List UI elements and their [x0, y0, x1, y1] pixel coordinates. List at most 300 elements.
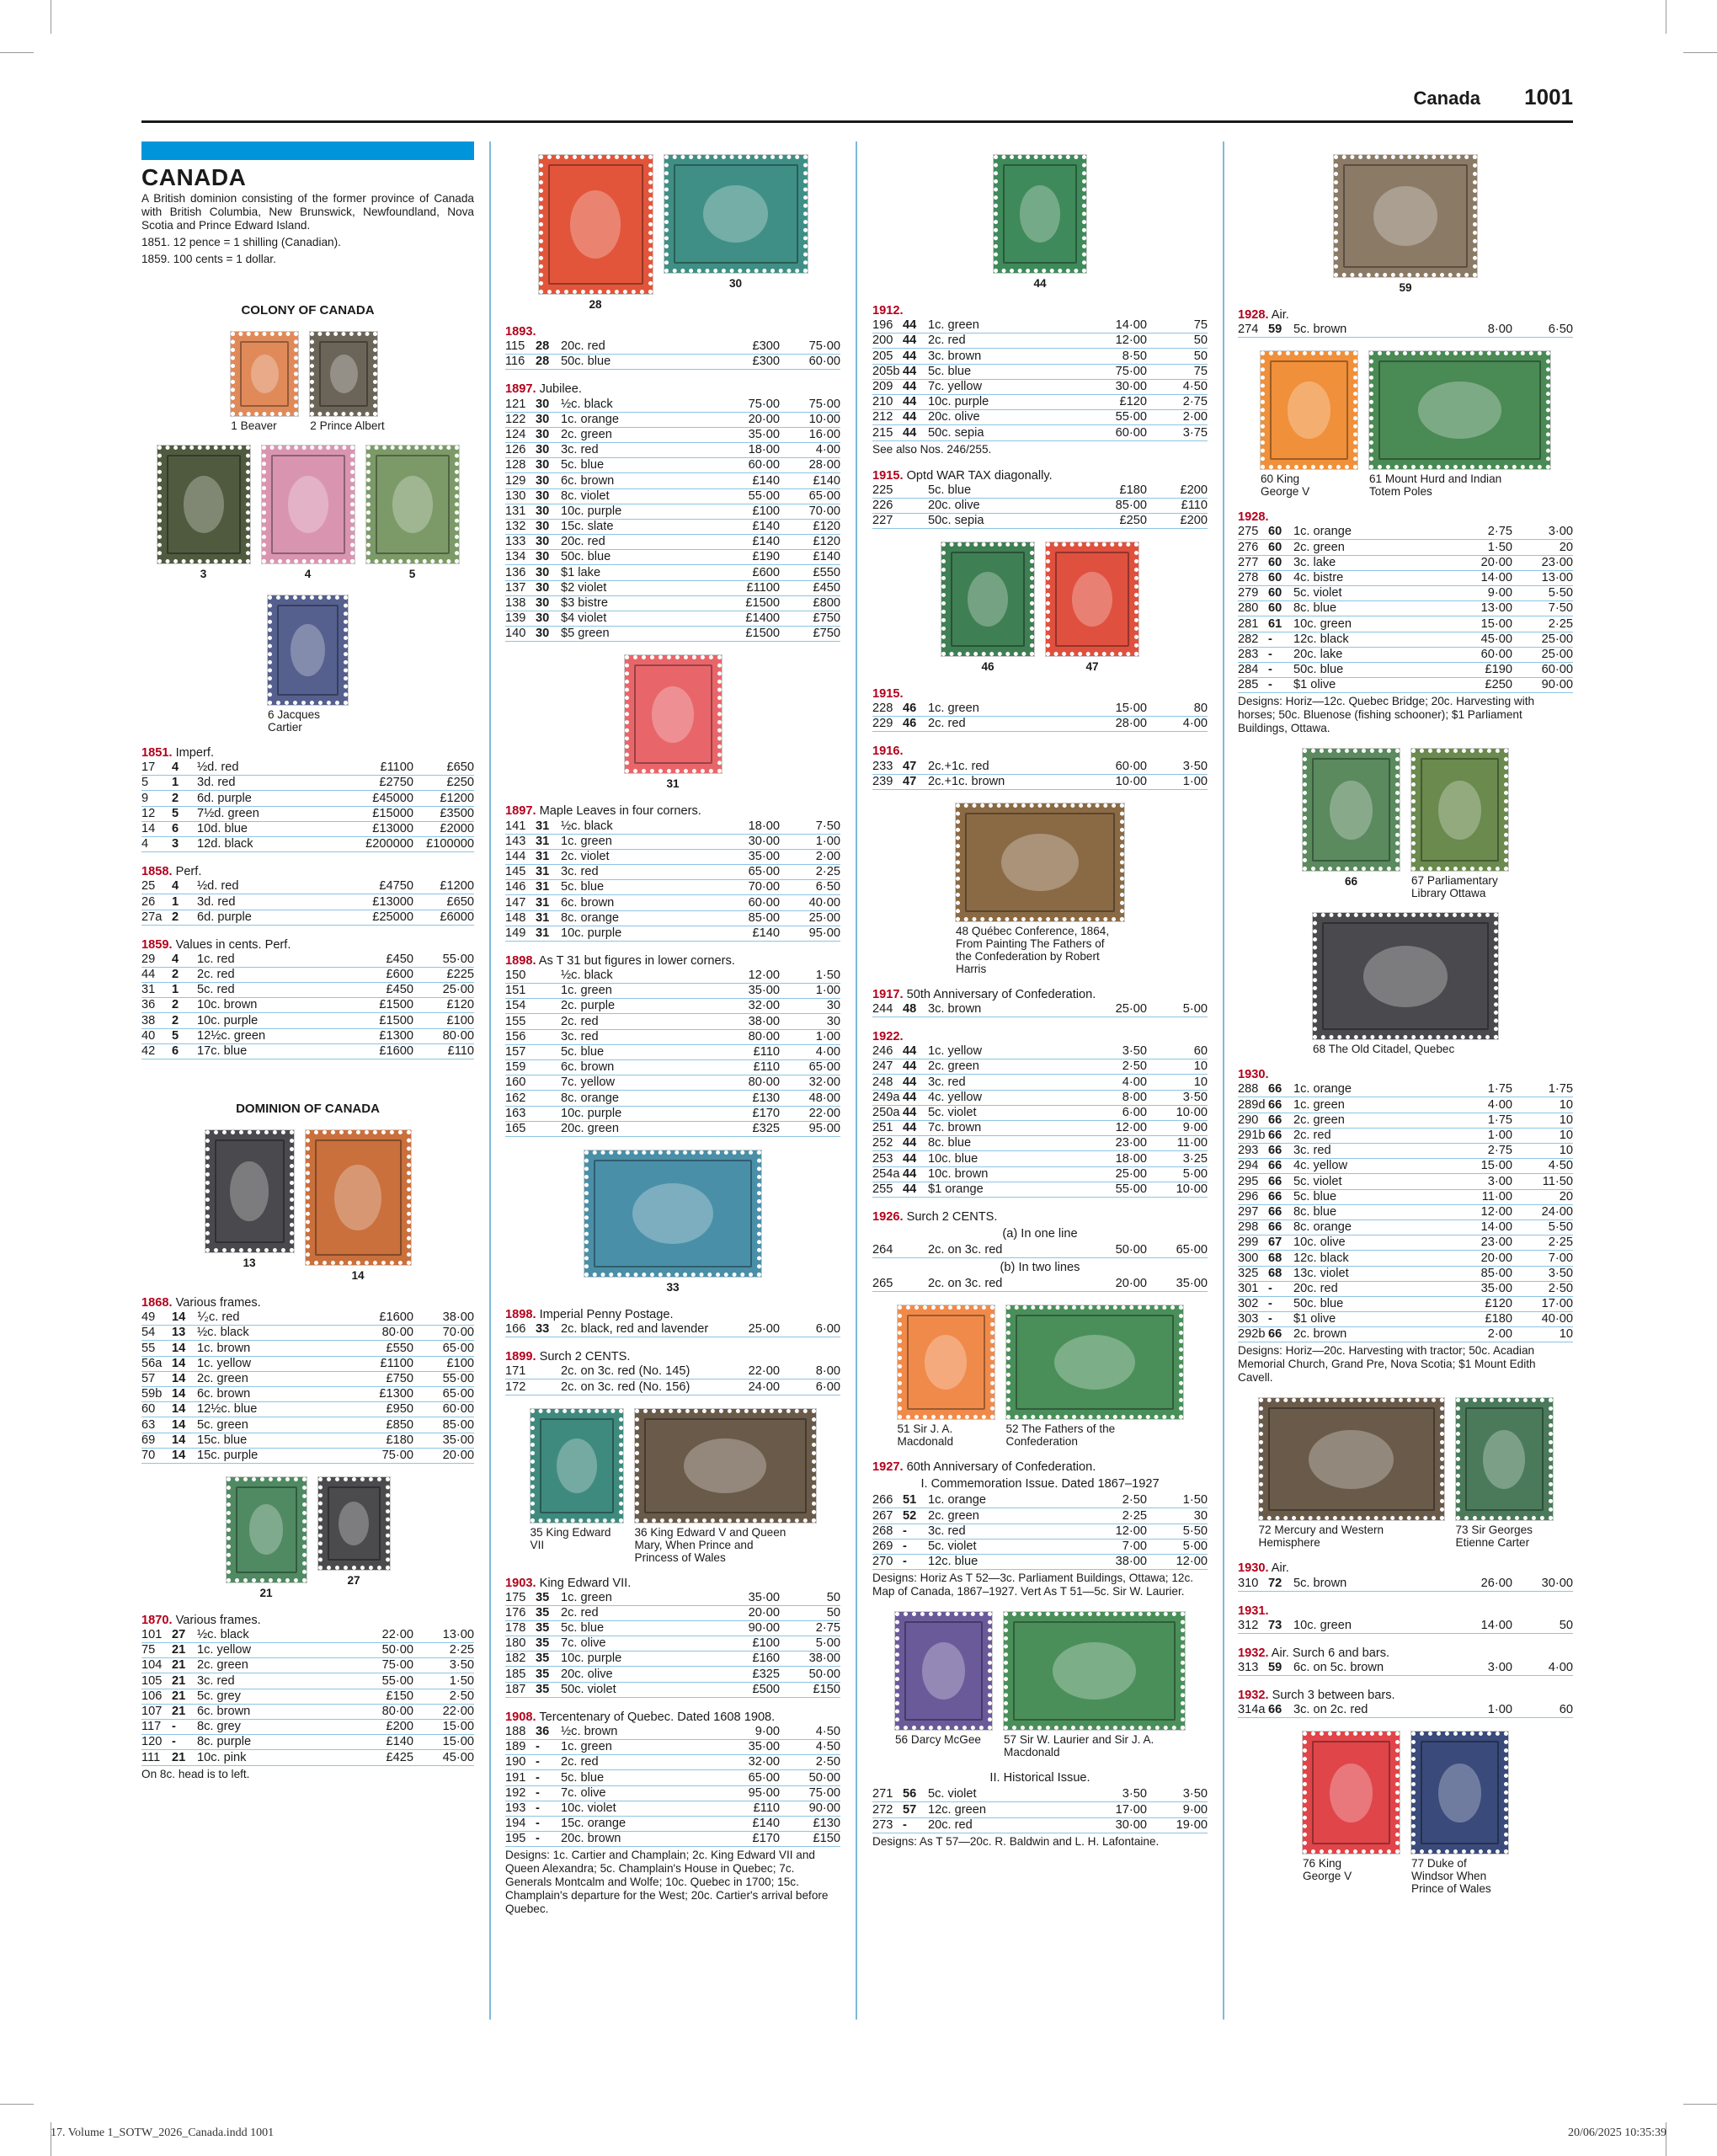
issue-heading	[1238, 510, 1573, 525]
type-number: 2	[172, 998, 179, 1012]
issue-description: As T 31 but figures in lower corners.	[536, 953, 735, 968]
stamp-description: 4c. bistre	[1293, 570, 1344, 584]
mint-price: 3·50	[1122, 1787, 1147, 1801]
catalogue-row	[141, 1417, 474, 1433]
stamp-illustrations	[141, 1130, 474, 1283]
sg-number: 25	[141, 879, 156, 894]
mint-price: 26·00	[1480, 1576, 1512, 1590]
issue-block	[872, 1770, 1208, 1849]
used-price: 8·00	[815, 1364, 840, 1379]
stamp-figure	[1411, 749, 1508, 899]
stamp-figure	[366, 446, 459, 582]
sg-number: 26	[141, 894, 156, 909]
mint-price: 30·00	[1115, 1817, 1147, 1832]
used-price: 10	[1559, 1113, 1573, 1127]
catalogue-row	[505, 535, 840, 550]
stamp-caption: 1 Beaver	[231, 419, 277, 432]
catalogue-row	[505, 1122, 840, 1137]
catalogue-row	[141, 1720, 474, 1735]
sg-number: 313	[1238, 1661, 1259, 1674]
mint-price: 95·00	[748, 1785, 780, 1800]
type-number: 4	[172, 952, 179, 966]
used-price: 65·00	[1176, 1243, 1208, 1257]
stamp-description: 3c. brown	[928, 1002, 982, 1016]
stamp-description: 5c. grey	[197, 1689, 241, 1703]
sg-number: 190	[505, 1755, 526, 1769]
running-header	[141, 84, 1573, 123]
issue-block	[141, 937, 474, 1059]
type-number: 14	[172, 1310, 186, 1325]
used-price: 5·50	[1548, 586, 1573, 600]
catalogue-row	[1238, 1190, 1573, 1205]
stamp-caption: 21	[259, 1586, 273, 1599]
stamp-caption: 52 The Fathers of the Confederation	[1005, 1422, 1116, 1449]
issue-heading	[505, 324, 840, 339]
sg-number: 57	[141, 1371, 156, 1385]
stamp-frame	[965, 813, 1115, 912]
sg-number: 145	[505, 865, 526, 879]
sg-number: 292b	[1238, 1327, 1266, 1342]
used-price: 10	[1559, 1327, 1573, 1342]
type-number: 60	[1268, 540, 1282, 554]
sg-number: 282	[1238, 632, 1259, 646]
stamp-image	[1303, 1732, 1400, 1854]
stamp-caption: 31	[666, 777, 680, 791]
stamp-caption: 46	[981, 660, 994, 674]
stamp-description: 12c. green	[928, 1802, 986, 1817]
stamp-description: 2c. brown	[1293, 1327, 1347, 1342]
stamp-description: 5c. blue	[1293, 1189, 1337, 1203]
sg-number: 249a	[872, 1090, 900, 1104]
type-number: 30	[536, 611, 550, 626]
issue-heading	[141, 1295, 474, 1310]
stamp-figure	[1046, 542, 1138, 675]
issue-note: On 8c. head is to left.	[141, 1767, 250, 1780]
issue-block	[141, 1295, 474, 1464]
stamp-description: 12½c. green	[197, 1028, 266, 1043]
type-number: 35	[536, 1652, 550, 1666]
sg-number: 42	[141, 1044, 156, 1058]
issue-year: 1868.	[141, 1296, 173, 1310]
mint-price: £180	[386, 1433, 413, 1447]
stamp-image	[584, 1150, 761, 1277]
stamp-description: 50c. blue	[1293, 663, 1344, 677]
stamp-figure	[227, 1477, 307, 1601]
stamp-description: ⅟₂c. red	[197, 1310, 240, 1325]
issue-description: Optd WAR TAX diagonally.	[903, 468, 1053, 483]
used-price: 1·50	[1182, 1493, 1208, 1508]
stamp-description: 5c. violet	[928, 1540, 977, 1553]
stamp-frame	[1016, 1315, 1174, 1410]
stamp-image	[318, 1477, 390, 1570]
stamp-description: 10c. pink	[197, 1750, 247, 1764]
stamp-description: $1 lake	[561, 565, 601, 579]
mint-price: 32·00	[748, 999, 780, 1013]
issue-year: 1858.	[141, 865, 173, 879]
issue-block	[1238, 510, 1573, 735]
mint-price: £1300	[379, 1028, 413, 1043]
sg-number: 246	[872, 1044, 893, 1059]
mint-price: 55·00	[381, 1673, 413, 1688]
used-price: 35·00	[442, 1433, 474, 1447]
issue-description: Surch 2 CENTS.	[903, 1209, 998, 1224]
issue-heading	[872, 468, 1208, 483]
stamp-image	[1369, 351, 1550, 469]
mint-price: £325	[752, 1121, 780, 1135]
used-price: 10	[1559, 1129, 1573, 1142]
type-number: 60	[1268, 586, 1282, 600]
mint-price: 60·00	[748, 895, 780, 910]
mint-price: 20·00	[1480, 555, 1512, 569]
stamp-description: 7c. olive	[561, 1636, 606, 1651]
type-number: 30	[536, 596, 550, 610]
mint-price: £140	[752, 473, 780, 488]
type-number: 27	[172, 1628, 186, 1642]
issue-block	[872, 686, 1208, 732]
catalogue-row	[505, 835, 840, 850]
stamp-caption: 36 King Edward V and Queen Mary, When Prince and Princess of Wales	[634, 1525, 787, 1564]
type-number: -	[172, 1720, 176, 1734]
type-number: -	[536, 1755, 540, 1769]
catalogue-row	[505, 1770, 840, 1785]
catalogue-row	[505, 1652, 840, 1667]
used-price: 3·25	[1182, 1151, 1208, 1166]
type-number: 21	[172, 1658, 186, 1673]
stamp-description: 7c. olive	[561, 1785, 606, 1800]
issue-block	[1238, 1688, 1573, 1718]
stamp-caption: 72 Mercury and Western Hemisphere	[1258, 1524, 1384, 1550]
sg-number: 154	[505, 999, 526, 1013]
mint-price: 1·75	[1487, 1113, 1512, 1127]
stamp-figure	[956, 803, 1124, 975]
stamp-figure	[1334, 155, 1477, 296]
used-price: 3·50	[1548, 1266, 1573, 1280]
stamp-description: 5c. blue	[561, 1770, 605, 1785]
issue-description: Surch 2 CENTS.	[536, 1350, 631, 1364]
stamp-description: 3c. lake	[1293, 555, 1336, 569]
issue-note: See also Nos. 246/255.	[872, 442, 992, 456]
sg-number: 273	[872, 1817, 893, 1832]
catalogue-row	[872, 1091, 1208, 1106]
sg-number: 284	[1238, 663, 1259, 677]
used-price: 32·00	[808, 1075, 840, 1090]
stamp-caption: 60 King George V	[1261, 472, 1310, 499]
stamp-frame	[1270, 360, 1348, 460]
stamp-frame	[167, 455, 241, 554]
stamp-image	[231, 332, 298, 416]
issue-year: 1928.	[1238, 510, 1269, 525]
catalogue-row	[141, 760, 474, 776]
sg-number: 187	[505, 1682, 526, 1696]
stamp-description: 2c. red	[561, 1605, 599, 1620]
sg-number: 12	[141, 806, 156, 820]
used-price: 2·25	[449, 1643, 474, 1657]
catalogue-row	[505, 520, 840, 535]
type-number: 44	[903, 1121, 917, 1135]
stamp-illustrations	[872, 155, 1208, 291]
type-number: 14	[172, 1402, 186, 1417]
issue-heading	[1238, 307, 1573, 323]
sg-number: 151	[505, 984, 526, 998]
sg-number: 194	[505, 1817, 526, 1831]
used-price: 90·00	[808, 1801, 840, 1815]
used-price: £130	[813, 1817, 840, 1831]
used-price: 10	[1193, 1059, 1208, 1074]
sg-number: 36	[141, 998, 156, 1012]
stamp-description: 5c. blue	[561, 458, 605, 472]
sg-number: 209	[872, 379, 893, 393]
mint-price: £1400	[745, 611, 780, 626]
catalogue-row	[872, 1167, 1208, 1182]
mint-price: £1500	[379, 998, 413, 1012]
type-number: 31	[536, 880, 550, 894]
stamp-description: 10c. olive	[1293, 1235, 1346, 1250]
stamp-description: 1c. green	[1293, 1097, 1345, 1112]
used-price: 4·00	[1548, 1661, 1573, 1674]
stamp-description: $1 orange	[928, 1182, 984, 1196]
stamp-description: 1c. green	[561, 984, 612, 998]
sg-number: 300	[1238, 1251, 1259, 1265]
sg-number: 139	[505, 611, 526, 626]
issue-year: 1930.	[1238, 1561, 1269, 1576]
used-price: 5·50	[1548, 1220, 1573, 1235]
catalogue-row	[872, 1182, 1208, 1198]
stamp-caption: 13	[243, 1257, 256, 1269]
used-price: 75·00	[808, 397, 840, 411]
mint-price: £1500	[379, 1013, 413, 1027]
used-price: 7·50	[815, 819, 840, 833]
issue-description: Jubilee.	[536, 382, 582, 397]
stamp-description: 5c. violet	[928, 1787, 977, 1801]
used-price: 3·50	[1182, 1090, 1208, 1104]
sg-number: 285	[1238, 678, 1259, 692]
catalogue-row	[505, 1725, 840, 1740]
sg-number: 124	[505, 427, 526, 441]
catalogue-row	[141, 1044, 474, 1059]
type-number: 5	[172, 806, 179, 820]
stamp-illustrations	[505, 155, 840, 312]
mint-price: £140	[752, 520, 780, 534]
used-price: 85·00	[442, 1417, 474, 1432]
sg-number: 144	[505, 849, 526, 863]
stamp-figure	[231, 332, 298, 432]
issue-block	[141, 745, 474, 852]
catalogue-row	[872, 1044, 1208, 1059]
stamp-description: 1c. green	[561, 1590, 612, 1604]
used-price: £225	[446, 968, 474, 982]
stamp-figure	[539, 155, 653, 312]
catalogue-row	[872, 1493, 1208, 1508]
stamp-description: 8c. orange	[561, 910, 619, 925]
section-heading: COLONY OF CANADA	[241, 303, 375, 318]
used-price: 20	[1559, 1189, 1573, 1203]
stamp-figure	[1369, 351, 1550, 498]
type-number: -	[1268, 1281, 1272, 1295]
sg-number: 111	[141, 1750, 161, 1764]
stamp-description: 1c. green	[928, 318, 979, 333]
catalogue-row	[505, 1075, 840, 1091]
type-number: -	[903, 1540, 907, 1553]
stamp-caption: 67 Parliamentary Library Ottawa	[1411, 874, 1498, 900]
catalogue-row	[1238, 1174, 1573, 1189]
issue-year: 1917.	[872, 987, 904, 1001]
mint-price: £100	[752, 1636, 780, 1651]
sg-number: 29	[141, 952, 156, 966]
stamp-image	[1313, 913, 1498, 1039]
sg-number: 128	[505, 458, 526, 472]
used-price: 15·00	[442, 1720, 474, 1734]
issue-block	[872, 1209, 1208, 1292]
catalogue-row	[505, 819, 840, 834]
mint-price: 2·50	[1122, 1059, 1147, 1074]
catalogue-row	[141, 1643, 474, 1658]
issue-subheading: (b) In two lines	[1000, 1261, 1080, 1275]
stamp-description: $5 green	[561, 627, 610, 641]
type-number: 44	[903, 334, 917, 348]
stamp-image	[262, 446, 355, 563]
stamp-description: 3c. red	[928, 1524, 966, 1538]
sg-number: 275	[1238, 525, 1259, 539]
catalogue-row	[1238, 648, 1573, 663]
stamp-description: ½d. red	[197, 760, 239, 775]
issue-block	[141, 1613, 474, 1781]
issue-block	[872, 303, 1208, 456]
sg-number: 272	[872, 1802, 893, 1817]
issue-description: 50th Anniversary of Confederation.	[903, 987, 1096, 1001]
stamp-description: 10c. green	[1293, 616, 1352, 631]
catalogue-row	[505, 1740, 840, 1755]
type-number: 56	[903, 1787, 917, 1801]
mint-price: 14·00	[1480, 1618, 1512, 1632]
used-price: £110	[1181, 498, 1208, 512]
sg-number: 104	[141, 1658, 163, 1673]
stamp-description: 6c. brown	[561, 473, 615, 488]
used-price: 7·00	[1548, 1251, 1573, 1265]
issue-year: 1928.	[1238, 308, 1269, 322]
type-number: 44	[903, 410, 917, 424]
catalogue-row	[505, 1091, 840, 1106]
stamp-image	[268, 595, 348, 705]
crop-mark	[0, 52, 34, 53]
stamp-description: 2c. red	[928, 717, 966, 731]
sg-number: 289d	[1238, 1097, 1266, 1112]
sg-number: 271	[872, 1787, 893, 1801]
sg-number: 265	[872, 1277, 893, 1291]
stamp-description: 5c. brown	[1293, 1576, 1347, 1590]
stamp-description: 5c. green	[197, 1417, 248, 1432]
used-price: 2·50	[815, 1755, 840, 1769]
mint-price: £600	[386, 968, 413, 982]
used-price: 38·00	[808, 1652, 840, 1666]
catalogue-row	[1238, 1703, 1573, 1718]
stamp-description: ½c. black	[561, 969, 613, 983]
sg-number: 280	[1238, 601, 1259, 616]
mint-price: 12·00	[1115, 1524, 1147, 1538]
stamp-image	[1411, 749, 1508, 871]
mint-price: 18·00	[748, 819, 780, 833]
type-number: 31	[536, 926, 550, 940]
catalogue-row	[1238, 1097, 1573, 1113]
stamp-description: $2 violet	[561, 580, 607, 595]
catalogue-row	[1238, 1129, 1573, 1144]
catalogue-row	[505, 627, 840, 642]
sg-number: 75	[141, 1643, 156, 1657]
used-price: 13·00	[1541, 570, 1573, 584]
used-price: 60·00	[442, 1402, 474, 1417]
type-number: 60	[1268, 555, 1282, 569]
stamp-description: 2c. red	[928, 334, 966, 348]
stamp-illustrations	[1238, 913, 1573, 1055]
mint-price: 12·00	[1115, 1121, 1147, 1135]
catalogue-row	[1238, 540, 1573, 555]
type-number: 44	[903, 1090, 917, 1104]
type-number: 31	[536, 849, 550, 863]
stamp-description: 8c. blue	[1293, 1204, 1337, 1219]
mint-price: 9·00	[1487, 586, 1512, 600]
mint-price: £425	[386, 1750, 413, 1764]
stamp-description: 1c. green	[561, 1740, 612, 1754]
mint-price: 7·00	[1122, 1540, 1147, 1553]
stamp-description: $3 bistre	[561, 596, 608, 610]
used-price: 11·00	[1176, 1136, 1208, 1150]
stamp-description: 2c. on 3c. red	[928, 1277, 1003, 1291]
stamp-frame	[951, 552, 1025, 647]
catalogue-row	[872, 1075, 1208, 1090]
mint-price: 38·00	[748, 1014, 780, 1028]
stamp-description: 2c. red	[197, 968, 235, 982]
stamp-description: 6c. brown	[561, 1060, 615, 1075]
sg-number: 38	[141, 1013, 156, 1027]
mint-price: 14·00	[1480, 570, 1512, 584]
stamp-caption: 2 Prince Albert	[310, 419, 385, 432]
issue-description: Air.	[1268, 308, 1289, 322]
stamp-description: 12½c. blue	[197, 1402, 258, 1417]
mint-price: 38·00	[1115, 1555, 1147, 1569]
catalogue-row	[505, 1801, 840, 1817]
used-price: 55·00	[442, 952, 474, 966]
type-number: 66	[1268, 1113, 1282, 1127]
used-price: 50·00	[808, 1770, 840, 1785]
mint-price: £140	[752, 1817, 780, 1831]
catalogue-row	[872, 1059, 1208, 1075]
sg-number: 279	[1238, 586, 1259, 600]
type-number: 44	[903, 349, 917, 363]
sg-number: 281	[1238, 616, 1259, 631]
catalogue-row	[872, 775, 1208, 790]
used-price: 30·00	[1541, 1576, 1573, 1590]
mint-price: 9·00	[755, 1725, 780, 1738]
stamp-description: 2c. green	[928, 1508, 979, 1523]
issue-year: 1897.	[505, 382, 536, 397]
stamp-description: 8c. blue	[928, 1136, 972, 1150]
stamp-description: 15c. purple	[197, 1448, 259, 1462]
mint-price: £250	[1485, 678, 1512, 692]
used-price: 2·00	[815, 849, 840, 863]
mint-price: 25·00	[1115, 1002, 1147, 1016]
used-price: 3·75	[1182, 425, 1208, 440]
sg-number: 160	[505, 1075, 526, 1090]
used-price: 75·00	[808, 339, 840, 354]
stamp-frame	[240, 341, 289, 407]
type-number: 66	[1268, 1174, 1282, 1188]
used-price: £110	[447, 1044, 474, 1058]
stamp-description: ½c. black	[197, 1326, 249, 1340]
catalogue-row	[505, 473, 840, 488]
catalogue-row	[141, 998, 474, 1013]
used-price: 3·50	[1182, 759, 1208, 773]
type-number: 21	[172, 1673, 186, 1688]
used-price: 60	[1559, 1703, 1573, 1717]
